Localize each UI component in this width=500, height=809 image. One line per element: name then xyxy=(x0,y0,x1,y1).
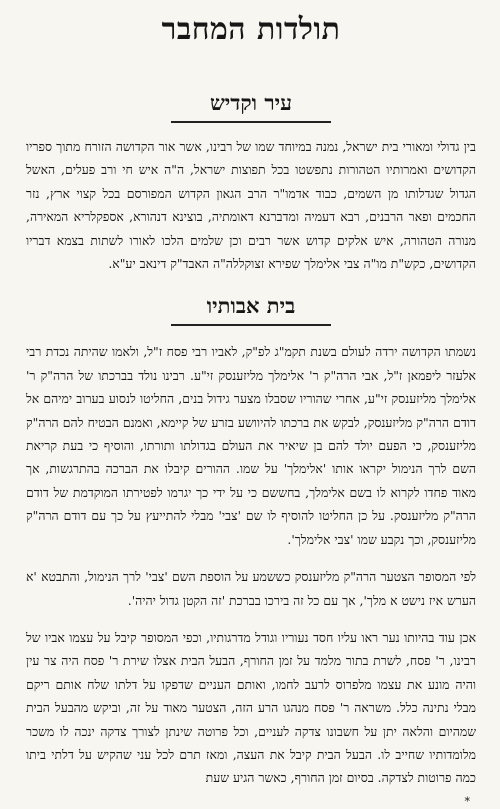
paragraph-beit-avotav-1: נשמתו הקדושה ירדה לעולם בשנת תקמ"ג לפ"ק, לאביו רבי פסח ז"ל, ולאמו שהיתה נכדת רבי אלעזר ליפמאן ז"ל, אבי הרה"ק ר' אלימלך מליזענסק זי"ע. רבינו נולד בברכתו של הרה"ק ר' אלימלך מליזענסק זי"ע, אחרי שהוריו שסבלו מצער גידול בנים, החליטו לנסוע בערוב ימיהם אל דודם הרה"ק מליזענסק, לבקש את ברכתו להיוושע בזרע של קיימא, ואמנם הבטיח להם הרה"ק מליזענסק, כי הפעם יולד להם בן שיאיר את העולם בגדולתו ותורתו, והוסיף כי בעת קריאת השם לרך הנימול יקראו אותו 'אלימלך' על שמו. ההורים קיבלו את הברכה בהתרגשות, אך מאוד פחדו לקרוא לו בשם אלימלך, בחששם כי על ידי כך יגרמו לפטירתו המוקדמת של דודם הרה"ק מליזענסק. על כן החליטו להוסיף לו שם 'צבי' מבלי להתייעץ על כך עם דודם הרה"ק מליזענסק, וכך נקבע שמו 'צבי אלימלך'. xyxy=(26,344,476,547)
section-heading-beit-avotav: בית אבותיו xyxy=(26,291,476,326)
section-heading-ir-vekadish: עיר וקדיש xyxy=(26,88,476,123)
paragraph-ir-vekadish-1: בין גדולי ומאורי בית ישראל, נמנה במיוחד שמו של רבינו, אשר אור הקדושה הזורח מתוך ספריו הקדושים ואמרותיו הטהורות נתפשטו בכל תפוצות ישראל, ה"ה איש חי ורב פעלים, האשל הגדול שגדלותו מן השמים, כבוד אדמו"ר הרב הגאון הקדוש המפורסם בכל קצוי ארץ, נזר החכמים ופאר הרבנים, רבא דעמיה ומדברנא דאומתיה, בוצינא דנהורא, אספקלריא המאירה, מנורה הטהורה, איש אלקים קדוש אשר רבים וכן שלמים הלכו לאורו לשתות בצמא דבריו הקדושים, כקש"ת מו"ה צבי אלימלך שפירא זצוקללה"ה האבד"ק דינאב יע"א. xyxy=(26,139,476,272)
paragraph-beit-avotav-2: לפי המסופר הצטער הרה"ק מליזענסק כששמע על הוספת השם 'צבי' לרך הנימול, והתבטא 'א הערש איז נישט א מלך', אך עם כל זה בירכו בברכת 'זה הקטן גדול יהיה'. xyxy=(26,569,476,608)
footnote-marker: * xyxy=(464,794,470,808)
page-title: תולדות המחבר xyxy=(161,12,341,47)
paragraph-beit-avotav-3: אכן עוד בהיותו נער ראו עליו חסד נעוריו וגודל מדרגותיו, וכפי המסופר קיבל על עצמו אביו של רבינו, ר' פסח, לשרת בתור מלמד על זמן החורף, הבעל הבית אצלו שירת ר' פסח היה צר עין והיה מונע את עצמו מלפרוס לרעב לחמו, ואותם העניים שדפקו על דלתו שלח אותם ריקם מבלי נתינה כלל. משראה ר' פסח מנהגו הרע הזה, הצטער מאוד על זה, וביקש מהבעל הבית שמהיום והלאה יתן על חשבונו צדקה לעניים, וכל פרוטה שינתן לצורך צדקה ינכה לו משכר מלומדותיו שחייב לו. הבעל הבית קיבל את העצה, ומאז תרם לכל עני שהקיש על דלתי ביתו כמה פרוטות לצדקה. בסיום זמן החורף, כאשר הגיע שעת xyxy=(26,629,476,786)
